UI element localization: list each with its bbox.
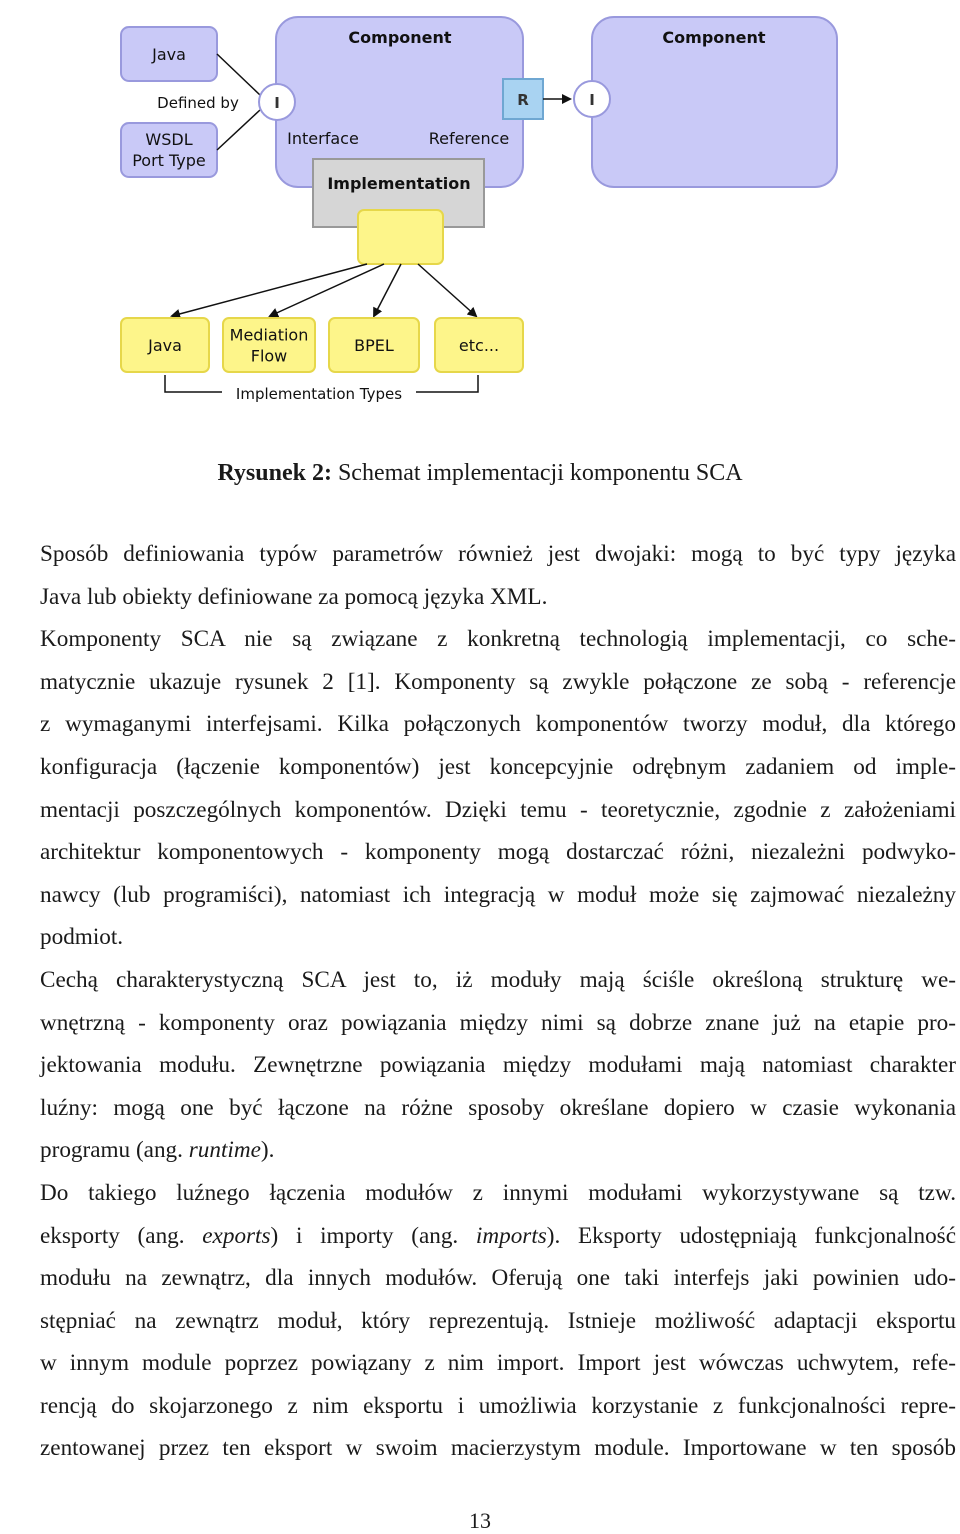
arrow-to-etc [418,264,476,316]
impl-type-label: Java [148,336,182,355]
text-line: Do takiego luźnego łączenia modułów z innymi modułami wykorzystywane są tzw. [40,1179,956,1206]
text-line: Sposób definiowania typów parametrów również jest dwojaki: mogą to być typy języka [40,541,956,567]
component-left-title: Component [348,28,452,47]
text-line: w innym module poprzez powiązany z nim import. Import jest wówczas uchwytem, refe- [40,1350,956,1377]
text-line: podmiot. [40,924,124,951]
sca-diagram [0,0,960,420]
implementation-types-group [121,318,523,372]
text-line: zentowanej przez ten eksport w swoim macierzystym module. Importowane w ten sposób [40,1435,956,1462]
interface-badge-letter: I [274,94,280,112]
impl-type-label: Flow [250,346,288,366]
implementation-types-label: Implementation Types [235,385,403,403]
right-interface-badge-letter: I [589,91,595,109]
implementation-types-bracket [165,375,222,392]
implementation-types-bracket-right [416,375,478,392]
arrow-to-java [172,264,367,316]
paragraph-3 [5,959,956,1172]
text-line: konfiguracja (łączenie komponentów) jest koncepcyjnie odrębnym zadaniem od imple- [40,753,956,780]
impl-type-label: etc... [458,336,500,355]
reference-badge-letter: R [517,91,529,109]
wsdl-to-interface-line [217,110,260,150]
arrow-to-bpel [374,264,401,316]
text-line: eksporty (ang. exports) i importy (ang. imports). Eksporty udostępniają funkcjonalność [40,1222,956,1249]
defined-by-label: Defined by [157,94,239,112]
paragraph-4 [5,1172,956,1470]
paragraph-1 [5,533,956,618]
paragraph-2 [5,618,956,959]
text-line: mentacji poszczególnych komponentów. Dzięki temu - teoretycznie, zgodnie z założeniami [40,796,956,823]
wsdl-label-line1: WSDL [145,130,193,149]
impl-type-label: BPEL [354,336,394,355]
text-line: luźny: mogą one być łączone na różne sposoby określane dopiero w czasie wykonania [40,1094,956,1121]
text-line: wnętrzną - komponenty oraz powiązania między nimi są dobrze znane już na etapie pro- [40,1009,956,1036]
component-right-title: Component [662,28,766,47]
text-line: rencją do skojarzonego z nim eksportu i umożliwia korzystanie z funkcjonalności repre- [40,1392,956,1419]
java-interface-label: Java [152,45,186,64]
text-line: architektur komponentowych - komponenty mogą dostarczać różni, niezależni podwyko- [40,839,956,866]
wsdl-label-line2: Port Type [132,151,206,170]
figure-caption-label: Rysunek 2: [217,460,332,486]
figure-caption-text: Schemat implementacji komponentu SCA [337,460,743,486]
implementation-yellow-box [358,210,443,264]
page-number: 13 [469,1508,491,1533]
impl-type-label: Mediation [229,325,309,345]
text-line: matycznie ukazuje rysunek 2 [1]. Komponenty są zwykle połączone ze sobą - referencje [40,668,956,695]
text-line: stępniać na zewnątrz moduł, który reprezentują. Istnieje możliwość adaptacji eksportu [40,1307,956,1334]
text-line: Komponenty SCA nie są związane z konkretną technologią implementacji, co sche- [40,626,956,653]
body-text [5,533,956,1470]
arrow-to-mediation [270,264,384,316]
reference-label: Reference [428,129,510,148]
interface-label: Interface [287,129,359,148]
text-line: nawcy (lub programiści), natomiast ich integracją w moduł może się zajmować niezależny [40,881,956,908]
text-line: Cechą charakterystyczną SCA jest to, iż moduły mają ściśle określoną strukturę we- [40,966,956,993]
implementation-label: Implementation [327,174,471,193]
text-line: z wymaganymi interfejsami. Kilka połączonych komponentów tworzy moduł, dla którego [40,711,956,738]
text-line: programu (ang. runtime). [40,1137,275,1164]
text-line: modułu na zewnątrz, dla innych modułów. Oferują one taki interfejs jaki powinien udo- [40,1265,956,1292]
figure-caption [0,460,960,487]
text-line: Java lub obiekty definiowane za pomocą języka XML. [40,583,548,610]
java-to-interface-line [217,54,260,95]
text-line: jektowania modułu. Zewnętrzne powiązania między modułami mają natomiast charakter [40,1052,956,1079]
